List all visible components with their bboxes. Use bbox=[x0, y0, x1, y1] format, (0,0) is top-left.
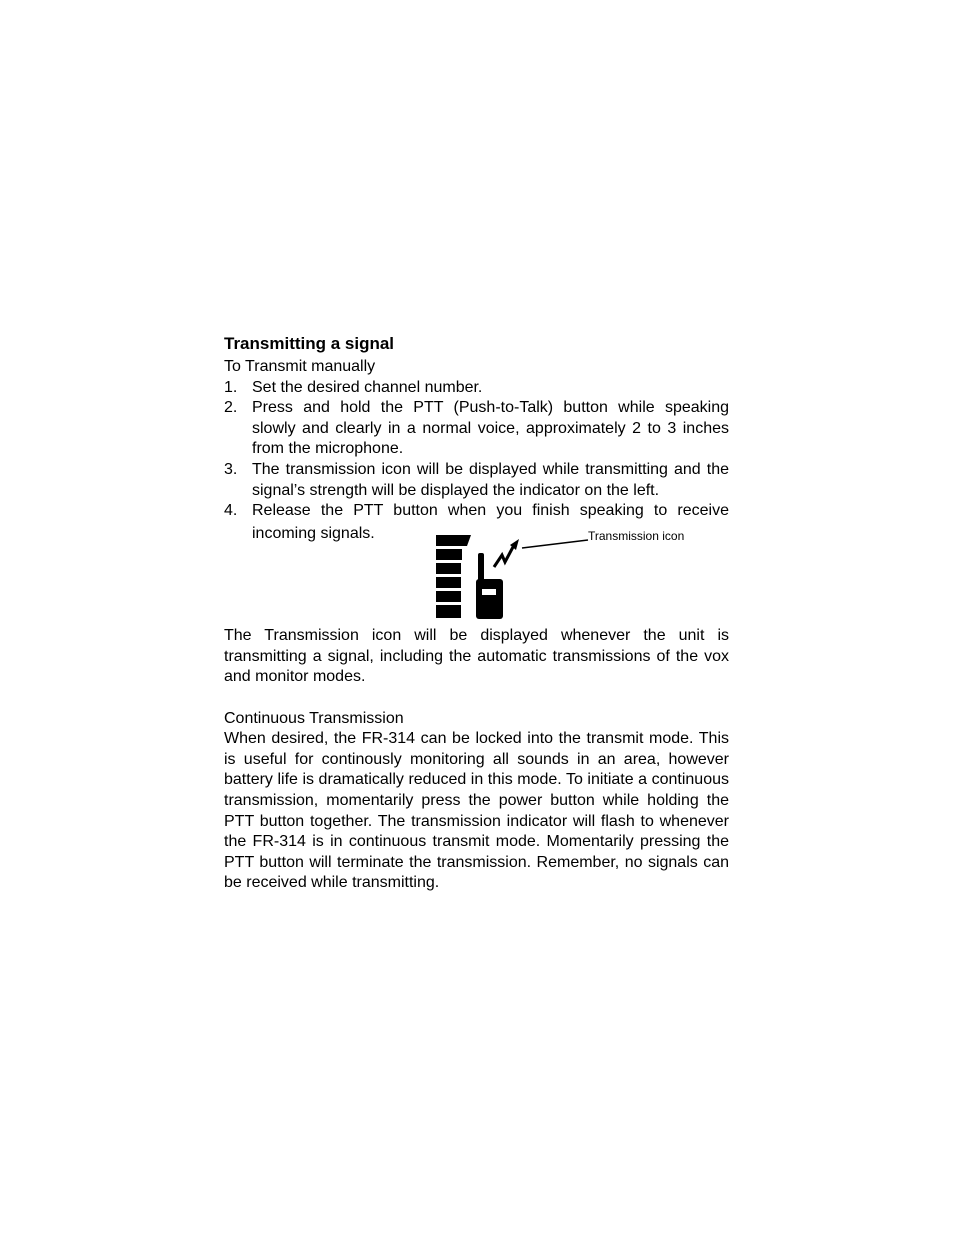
callout-line bbox=[522, 540, 588, 548]
step-number: 3. bbox=[224, 460, 238, 478]
transmission-icon-label: Transmission icon bbox=[588, 529, 685, 543]
signal-bar bbox=[436, 591, 461, 602]
step-item bbox=[224, 398, 729, 460]
step-number: 4. bbox=[224, 502, 238, 520]
step-text: Release the PTT button when you finish speaking to receive bbox=[252, 502, 729, 520]
step-text: Press and hold the PTT (Push-to-Talk) button while speaking slowly and clearly in a normal voice, approximately 2 to 3 inches from the microphone. bbox=[252, 399, 729, 458]
step-number: 1. bbox=[224, 378, 238, 396]
manual-page-content bbox=[224, 333, 729, 894]
signal-bar bbox=[436, 535, 471, 546]
radio-icon bbox=[476, 553, 503, 619]
step-text: The transmission icon will be displayed while transmitting and the signal’s strength will be displayed the indicator on the left. bbox=[252, 460, 729, 499]
signal-bar bbox=[436, 563, 461, 574]
transmission-figure bbox=[436, 529, 736, 625]
signal-bar bbox=[436, 549, 462, 560]
signal-strength-icon bbox=[436, 535, 471, 618]
transmission-icon bbox=[494, 539, 519, 567]
continuous-transmission-paragraph: When desired, the FR-314 can be locked into the transmit mode. This is useful for continously monitoring all sounds in an area, however battery life is dramatically reduced in this mode. To initiate a continuous transmission, momentarily press the power button while holding the PTT button together. The transmission indicator will flash to whenever the FR-314 is in continuous transmit mode. Momentarily pressing the PTT button will terminate the transmission. Remember, no signals can be received while transmitting. bbox=[224, 730, 729, 892]
continuous-transmission-heading: Continuous Transmission bbox=[224, 709, 404, 727]
step-text: Set the desired channel number. bbox=[252, 378, 483, 396]
step-item bbox=[224, 378, 729, 399]
step-number: 2. bbox=[224, 399, 238, 417]
step-item bbox=[224, 460, 729, 501]
radio-antenna-icon bbox=[478, 553, 484, 581]
step-text-continued: incoming signals. bbox=[252, 524, 375, 542]
section-title: Transmitting a signal bbox=[224, 334, 395, 353]
signal-bar bbox=[436, 577, 461, 588]
transmission-diagram bbox=[436, 535, 736, 625]
signal-bar bbox=[436, 605, 461, 618]
radio-screen-icon bbox=[482, 589, 496, 595]
section-subtitle: To Transmit manually bbox=[224, 358, 376, 375]
transmission-note-paragraph: The Transmission icon will be displayed whenever the unit is transmitting a signal, including the automatic transmissions of the vox and monitor modes. bbox=[224, 627, 729, 686]
radio-body-icon bbox=[476, 579, 503, 619]
